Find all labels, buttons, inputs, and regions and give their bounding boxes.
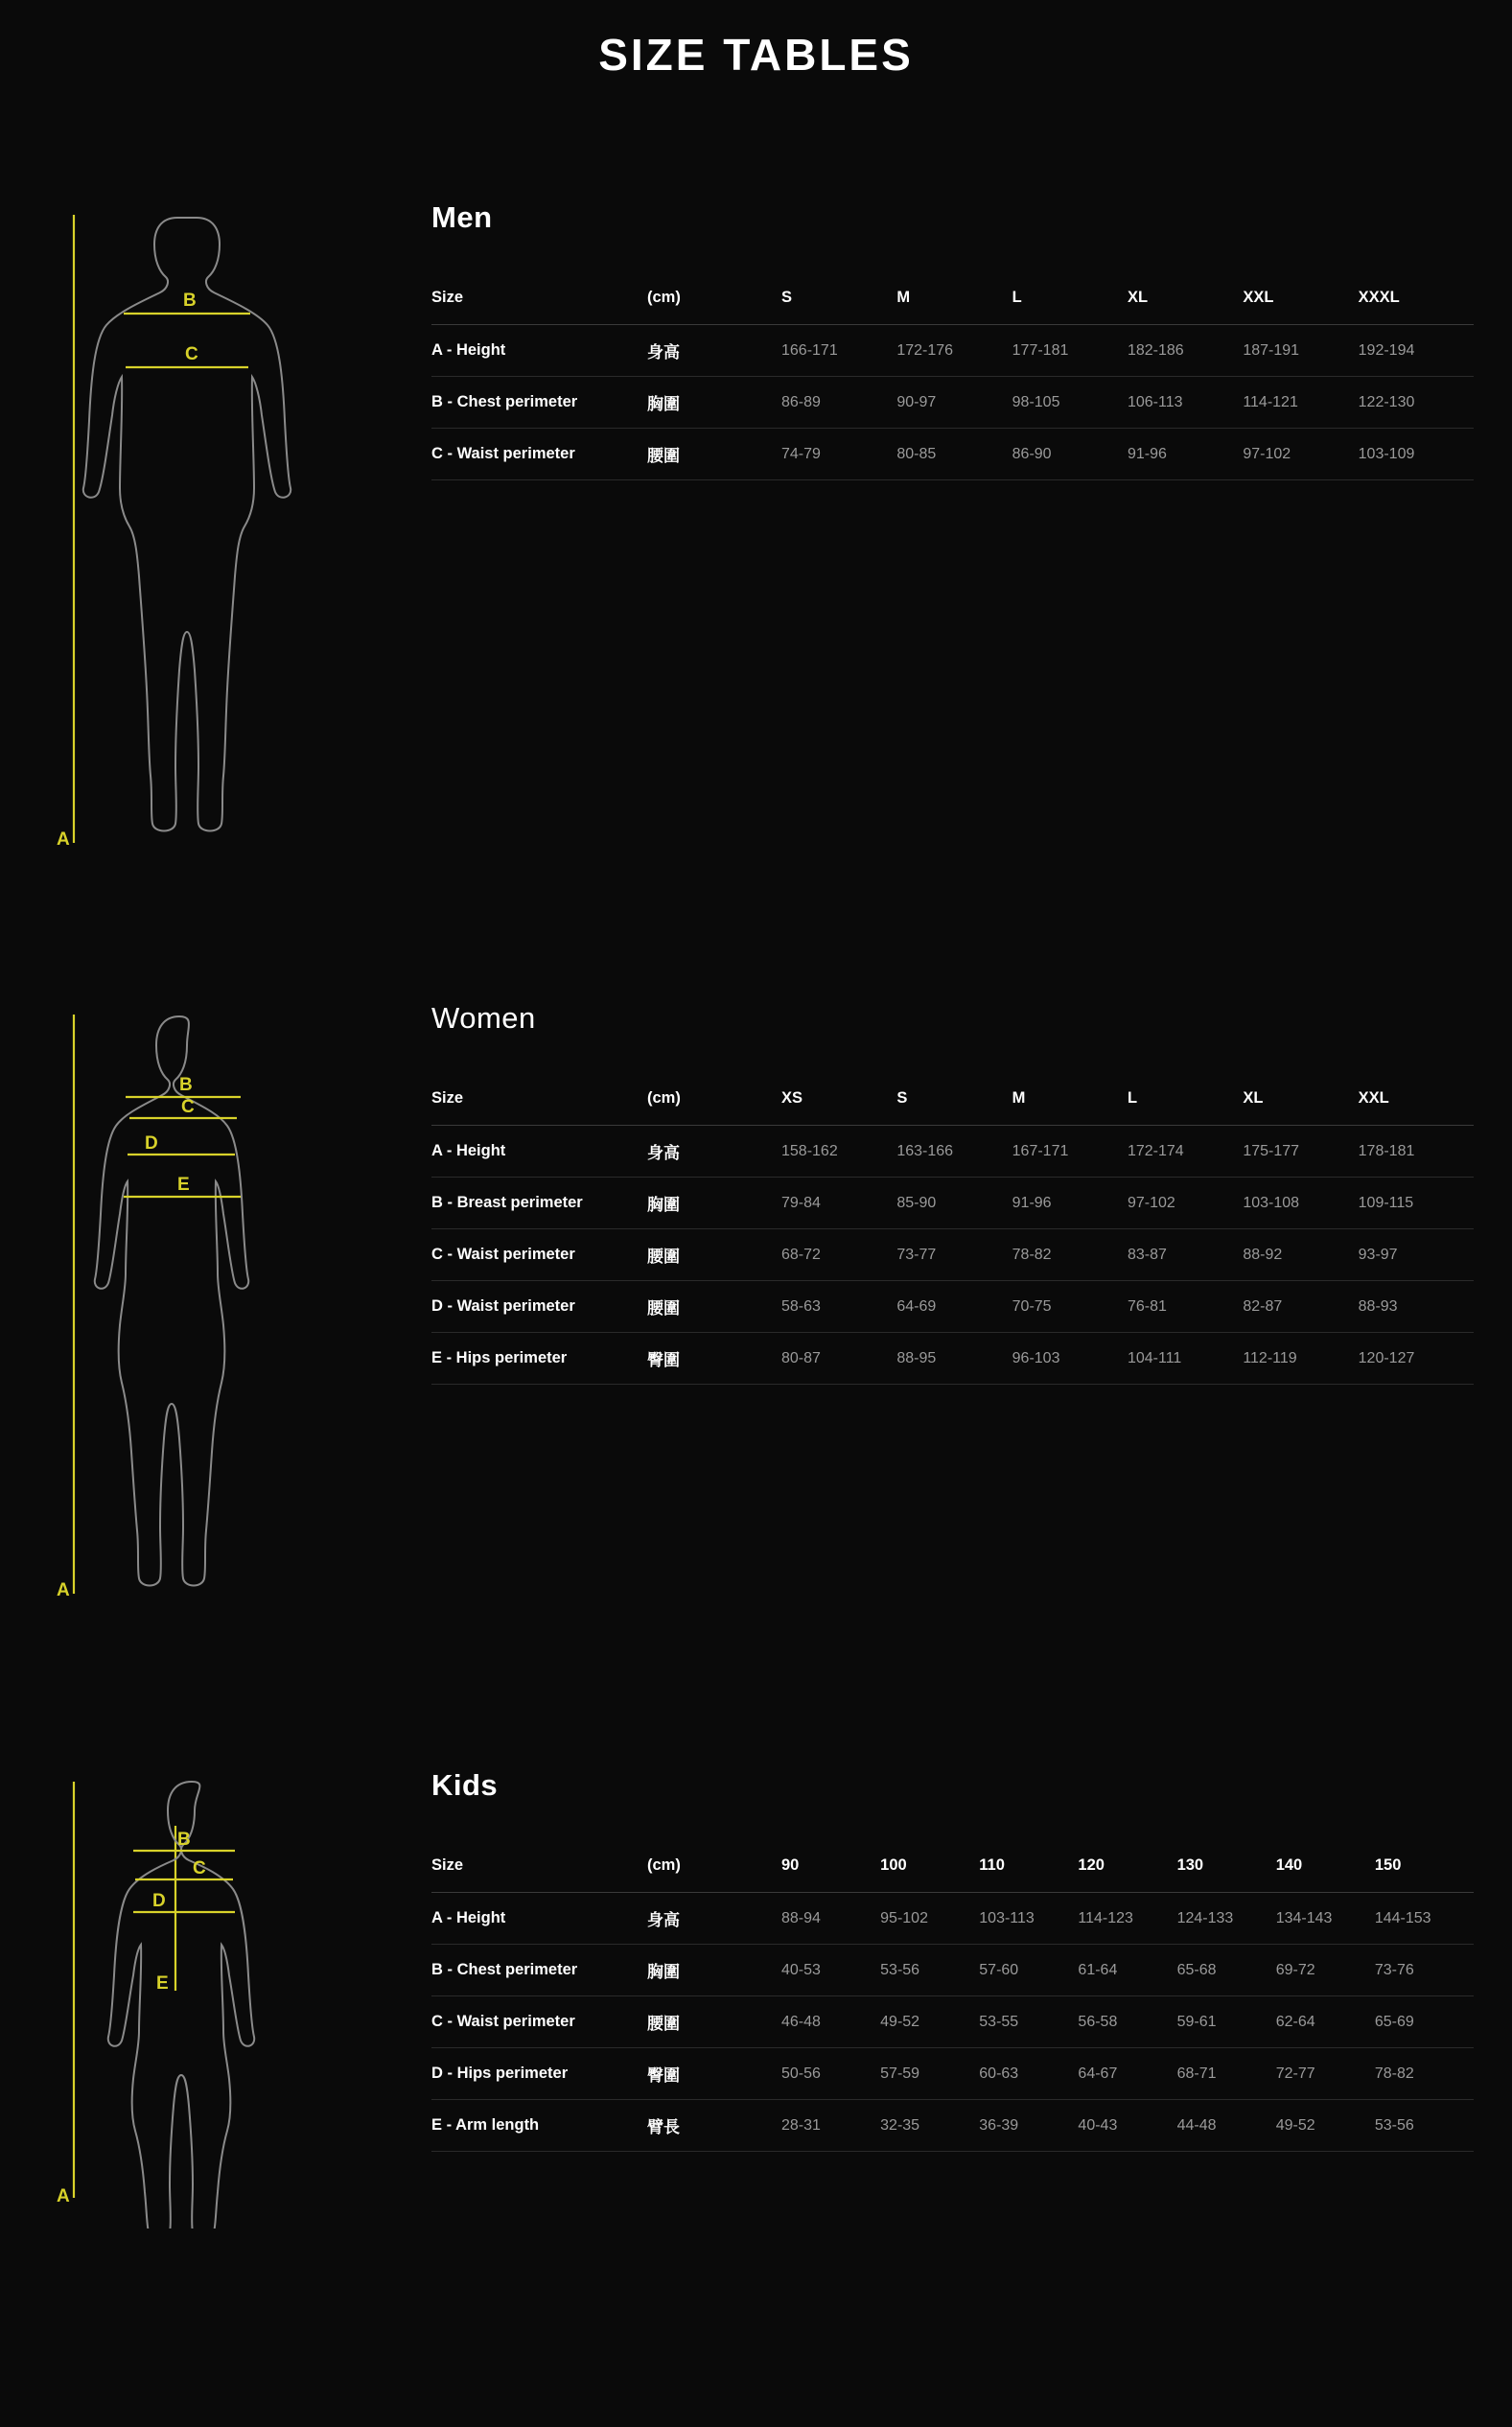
- cell-value: 53-56: [1375, 2100, 1474, 2152]
- col-xxl: XXL: [1359, 1076, 1474, 1126]
- table-row: [431, 2048, 1474, 2100]
- col-unit: (cm): [647, 1843, 781, 1893]
- table-row: [431, 377, 1474, 429]
- table-header-row: [431, 1076, 1474, 1126]
- size-table-women: [431, 1076, 1474, 1385]
- cell-value: 68-72: [781, 1229, 896, 1281]
- mark-b-label: B: [177, 1830, 191, 1850]
- heading-women: Women: [431, 1001, 536, 1035]
- cell-value: 104-111: [1128, 1333, 1243, 1385]
- cell-value: 44-48: [1177, 2100, 1276, 2152]
- cell-value: 59-61: [1177, 1996, 1276, 2048]
- mark-c-label: C: [185, 344, 198, 364]
- row-label-cn: 腰圍: [647, 1996, 781, 2048]
- cell-value: 57-59: [880, 2048, 979, 2100]
- cell-value: 88-94: [781, 1893, 880, 1945]
- col-150: 150: [1375, 1843, 1474, 1893]
- row-label: A - Height: [431, 325, 647, 377]
- cell-value: 144-153: [1375, 1893, 1474, 1945]
- cell-value: 56-58: [1078, 1996, 1176, 2048]
- col-xl: XL: [1128, 275, 1243, 325]
- table-col-men: [427, 200, 1474, 480]
- cell-value: 91-96: [1128, 429, 1243, 480]
- mark-a-label: A: [57, 2186, 70, 2206]
- cell-value: 80-87: [781, 1333, 896, 1385]
- cell-value: 88-92: [1243, 1229, 1358, 1281]
- col-xxxl: XXXL: [1359, 275, 1474, 325]
- mark-e-label: E: [156, 1973, 169, 1994]
- cell-value: 58-63: [781, 1281, 896, 1333]
- cell-value: 61-64: [1078, 1945, 1176, 1996]
- col-xs: XS: [781, 1076, 896, 1126]
- cell-value: 65-68: [1177, 1945, 1276, 1996]
- table-row: [431, 1126, 1474, 1178]
- col-100: 100: [880, 1843, 979, 1893]
- cell-value: 64-67: [1078, 2048, 1176, 2100]
- cell-value: 68-71: [1177, 2048, 1276, 2100]
- table-col-women: [427, 1001, 1474, 1385]
- col-110: 110: [979, 1843, 1078, 1893]
- row-label-cn: 胸圍: [647, 377, 781, 429]
- cell-value: 46-48: [781, 1996, 880, 2048]
- col-s: S: [896, 1076, 1012, 1126]
- mark-a-label: A: [57, 829, 70, 850]
- cell-value: 64-69: [896, 1281, 1012, 1333]
- row-label-cn: 身高: [647, 1126, 781, 1178]
- cell-value: 124-133: [1177, 1893, 1276, 1945]
- cell-value: 166-171: [781, 325, 896, 377]
- cell-value: 79-84: [781, 1178, 896, 1229]
- cell-value: 182-186: [1128, 325, 1243, 377]
- col-xxl: XXL: [1243, 275, 1358, 325]
- col-size: Size: [431, 275, 647, 325]
- mark-e-label: E: [177, 1175, 190, 1195]
- cell-value: 49-52: [1276, 2100, 1375, 2152]
- cell-value: 65-69: [1375, 1996, 1474, 2048]
- cell-value: 57-60: [979, 1945, 1078, 1996]
- cell-value: 90-97: [896, 377, 1012, 429]
- row-label: E - Arm length: [431, 2100, 647, 2152]
- section-kids: [0, 1768, 1512, 2229]
- table-row: [431, 1178, 1474, 1229]
- cell-value: 88-93: [1359, 1281, 1474, 1333]
- row-label-cn: 身高: [647, 325, 781, 377]
- cell-value: 78-82: [1012, 1229, 1128, 1281]
- col-120: 120: [1078, 1843, 1176, 1893]
- col-l: L: [1012, 275, 1128, 325]
- row-label-cn: 腰圍: [647, 429, 781, 480]
- table-row: [431, 1229, 1474, 1281]
- col-90: 90: [781, 1843, 880, 1893]
- row-label-cn: 臂長: [647, 2100, 781, 2152]
- cell-value: 32-35: [880, 2100, 979, 2152]
- cell-value: 86-89: [781, 377, 896, 429]
- row-label-cn: 身高: [647, 1893, 781, 1945]
- table-row: [431, 2100, 1474, 2152]
- cell-value: 69-72: [1276, 1945, 1375, 1996]
- col-m: M: [1012, 1076, 1128, 1126]
- cell-value: 53-56: [880, 1945, 979, 1996]
- cell-value: 62-64: [1276, 1996, 1375, 2048]
- cell-value: 60-63: [979, 2048, 1078, 2100]
- figure-women: [53, 1001, 427, 1615]
- row-label: B - Breast perimeter: [431, 1178, 647, 1229]
- col-unit: (cm): [647, 1076, 781, 1126]
- cell-value: 72-77: [1276, 2048, 1375, 2100]
- cell-value: 98-105: [1012, 377, 1128, 429]
- cell-value: 158-162: [781, 1126, 896, 1178]
- row-label: E - Hips perimeter: [431, 1333, 647, 1385]
- cell-value: 80-85: [896, 429, 1012, 480]
- row-label-cn: 腰圍: [647, 1281, 781, 1333]
- row-label: D - Hips perimeter: [431, 2048, 647, 2100]
- cell-value: 74-79: [781, 429, 896, 480]
- table-header-row: [431, 275, 1474, 325]
- male-body-diagram: [53, 200, 379, 872]
- cell-value: 78-82: [1375, 2048, 1474, 2100]
- col-size: Size: [431, 1076, 647, 1126]
- col-140: 140: [1276, 1843, 1375, 1893]
- mark-d-label: D: [145, 1133, 158, 1154]
- col-unit: (cm): [647, 275, 781, 325]
- mark-b-label: B: [179, 1075, 193, 1095]
- cell-value: 109-115: [1359, 1178, 1474, 1229]
- cell-value: 134-143: [1276, 1893, 1375, 1945]
- col-s: S: [781, 275, 896, 325]
- heading-men: Men: [431, 200, 493, 234]
- table-row: [431, 429, 1474, 480]
- cell-value: 114-121: [1243, 377, 1358, 429]
- cell-value: 40-43: [1078, 2100, 1176, 2152]
- cell-value: 40-53: [781, 1945, 880, 1996]
- cell-value: 53-55: [979, 1996, 1078, 2048]
- mark-c-label: C: [181, 1097, 195, 1117]
- col-130: 130: [1177, 1843, 1276, 1893]
- cell-value: 36-39: [979, 2100, 1078, 2152]
- table-col-kids: [427, 1768, 1474, 2152]
- row-label: C - Waist perimeter: [431, 1996, 647, 2048]
- cell-value: 97-102: [1243, 429, 1358, 480]
- table-row: [431, 1281, 1474, 1333]
- cell-value: 86-90: [1012, 429, 1128, 480]
- cell-value: 82-87: [1243, 1281, 1358, 1333]
- cell-value: 103-108: [1243, 1178, 1358, 1229]
- row-label-cn: 胸圍: [647, 1178, 781, 1229]
- cell-value: 112-119: [1243, 1333, 1358, 1385]
- row-label: B - Chest perimeter: [431, 1945, 647, 1996]
- mark-b-label: B: [183, 291, 197, 311]
- cell-value: 167-171: [1012, 1126, 1128, 1178]
- cell-value: 91-96: [1012, 1178, 1128, 1229]
- cell-value: 50-56: [781, 2048, 880, 2100]
- cell-value: 192-194: [1359, 325, 1474, 377]
- cell-value: 96-103: [1012, 1333, 1128, 1385]
- col-m: M: [896, 275, 1012, 325]
- col-xl: XL: [1243, 1076, 1358, 1126]
- cell-value: 103-113: [979, 1893, 1078, 1945]
- cell-value: 175-177: [1243, 1126, 1358, 1178]
- cell-value: 83-87: [1128, 1229, 1243, 1281]
- figure-men: [53, 200, 427, 872]
- table-row: [431, 325, 1474, 377]
- cell-value: 76-81: [1128, 1281, 1243, 1333]
- cell-value: 103-109: [1359, 429, 1474, 480]
- page-title: SIZE TABLES: [598, 30, 914, 80]
- cell-value: 85-90: [896, 1178, 1012, 1229]
- size-table-kids: [431, 1843, 1474, 2152]
- cell-value: 73-76: [1375, 1945, 1474, 1996]
- col-size: Size: [431, 1843, 647, 1893]
- table-row: [431, 1333, 1474, 1385]
- cell-value: 73-77: [896, 1229, 1012, 1281]
- cell-value: 28-31: [781, 2100, 880, 2152]
- size-table-men: [431, 275, 1474, 480]
- row-label: B - Chest perimeter: [431, 377, 647, 429]
- row-label: C - Waist perimeter: [431, 1229, 647, 1281]
- heading-kids: Kids: [431, 1768, 499, 1802]
- table-header-row: [431, 1843, 1474, 1893]
- cell-value: 70-75: [1012, 1281, 1128, 1333]
- kid-body-diagram: [53, 1768, 379, 2229]
- cell-value: 88-95: [896, 1333, 1012, 1385]
- cell-value: 114-123: [1078, 1893, 1176, 1945]
- row-label-cn: 腰圍: [647, 1229, 781, 1281]
- row-label-cn: 臀圍: [647, 1333, 781, 1385]
- row-label: A - Height: [431, 1893, 647, 1945]
- cell-value: 172-176: [896, 325, 1012, 377]
- cell-value: 93-97: [1359, 1229, 1474, 1281]
- cell-value: 163-166: [896, 1126, 1012, 1178]
- section-men: [0, 200, 1512, 872]
- cell-value: 106-113: [1128, 377, 1243, 429]
- cell-value: 172-174: [1128, 1126, 1243, 1178]
- col-l: L: [1128, 1076, 1243, 1126]
- section-women: [0, 1001, 1512, 1615]
- table-row: [431, 1996, 1474, 2048]
- cell-value: 49-52: [880, 1996, 979, 2048]
- female-body-diagram: [53, 1001, 379, 1615]
- cell-value: 178-181: [1359, 1126, 1474, 1178]
- figure-kids: [53, 1768, 427, 2229]
- cell-value: 177-181: [1012, 325, 1128, 377]
- mark-c-label: C: [193, 1858, 206, 1879]
- table-row: [431, 1945, 1474, 1996]
- cell-value: 187-191: [1243, 325, 1358, 377]
- row-label-cn: 胸圍: [647, 1945, 781, 1996]
- row-label: C - Waist perimeter: [431, 429, 647, 480]
- table-row: [431, 1893, 1474, 1945]
- row-label: A - Height: [431, 1126, 647, 1178]
- cell-value: 120-127: [1359, 1333, 1474, 1385]
- mark-a-label: A: [57, 1580, 70, 1600]
- cell-value: 97-102: [1128, 1178, 1243, 1229]
- row-label-cn: 臀圍: [647, 2048, 781, 2100]
- cell-value: 95-102: [880, 1893, 979, 1945]
- cell-value: 122-130: [1359, 377, 1474, 429]
- mark-d-label: D: [152, 1891, 166, 1911]
- row-label: D - Waist perimeter: [431, 1281, 647, 1333]
